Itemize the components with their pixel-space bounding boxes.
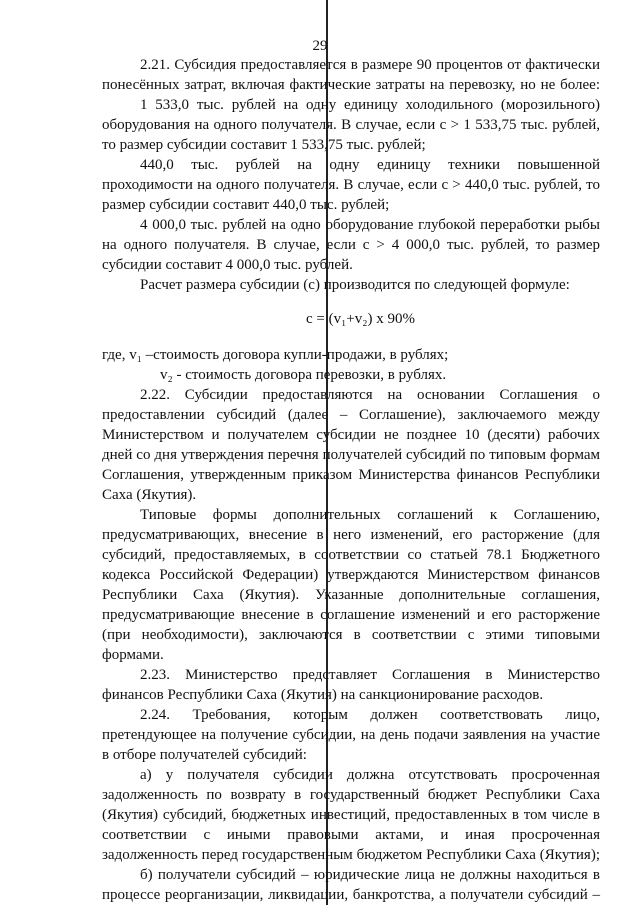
text-line: 2.24. Требования, которым должен соответствовать лицо, [140, 707, 600, 723]
text-line: предусматривающие внесение в соглашение изменений и его расторжение [102, 607, 600, 623]
text-line: процессе реорганизации, ликвидации, банкротства, а получатели субсидий – [102, 887, 600, 903]
text-line: финансов Республики Саха (Якутия) на санкционирование расходов. [102, 687, 544, 703]
text-line: 2.23. Министерство представляет Соглашения в Министерство [140, 667, 600, 683]
text-line: претендующее на получение субсидии, на день подачи заявления на участие [102, 727, 600, 743]
text-line: субсидий, предоставляемых, в соответствии со статьей 78.1 Бюджетного [102, 547, 600, 563]
text-line: Саха (Якутия). [102, 487, 197, 503]
text-line: 2.21. Субсидия предоставляется в размере 90 процентов от фактически [140, 57, 600, 73]
text-line: Министерством и получателем субсидии не позднее 10 (десяти) рабочих [102, 427, 600, 443]
page-number: 29 [312, 38, 328, 54]
text-line: размер субсидии составит 440,0 тыс. рублей; [102, 197, 390, 213]
text-line: 1 533,0 тыс. рублей на одну единицу холодильного (морозильного) [140, 97, 600, 113]
text-line: Соглашения, утвержденным приказом Министерства финансов Республики [102, 467, 600, 483]
text-line: оборудования на одного получателя. В случае, если с > 1 533,75 тыс. рублей, [102, 117, 600, 133]
text-line: соответствии с иными правовыми актами, и иная просроченная [102, 827, 600, 843]
text-line: задолженность по возврату в государственный бюджет Республики Саха [102, 787, 600, 803]
text-line: в отборе получателей субсидий: [102, 747, 307, 763]
text-line: то размер субсидии составит 1 533,75 тыс. рублей; [102, 137, 426, 153]
text-line: (при необходимости), заключаются в соответствии с этими типовыми [102, 627, 600, 643]
text-line: проходимости на одного получателя. В случае, если с > 440,0 тыс. рублей, то [102, 177, 600, 193]
text-line: v₂ - стоимость договора перевозки, в рублях. [160, 367, 447, 383]
text-line: предусматривающих, внесение в него изменений, его расторжение (для [102, 527, 600, 543]
formula-line: с = (v₁+v₂) х 90% [306, 311, 416, 327]
text-line: где, v₁ –стоимость договора купли-продажи, в рублях; [102, 347, 449, 363]
text-line: 4 000,0 тыс. рублей на одно оборудование глубокой переработки рыбы [140, 217, 600, 233]
text-line: предоставлении субсидий (далее – Соглашение), заключаемого между [102, 407, 600, 423]
text-line: задолженность перед государственным бюджетом Республики Саха (Якутия); [102, 847, 600, 863]
text-line: на одного получателя. В случае, если с > 4 000,0 тыс. рублей, то размер [102, 237, 600, 253]
text-line: Республики Саха (Якутия). Указанные дополнительные соглашения, [102, 587, 600, 603]
text-line: дней со дня утверждения перечня получателей субсидий по типовым формам [102, 447, 600, 463]
text-line: формами. [102, 647, 164, 663]
text-line: 2.22. Субсидии предоставляются на основании Соглашения о [140, 387, 600, 403]
text-line: Типовые формы дополнительных соглашений к Соглашению, [140, 507, 600, 523]
text-line: б) получатели субсидий – юридические лица не должны находиться в [140, 867, 600, 883]
text-line: 440,0 тыс. рублей на одну единицу техники повышенной [140, 157, 600, 173]
text-line: кодекса Российской Федерации) утверждаются Министерством финансов [102, 567, 600, 583]
text-line: субсидии составит 4 000,0 тыс. рублей. [102, 257, 353, 273]
text-line: понесённых затрат, включая фактические затраты на перевозку, но не более: [102, 77, 600, 93]
text-line: Расчет размера субсидии (с) производится по следующей формуле: [140, 277, 570, 293]
text-line: а) у получателя субсидии должна отсутствовать просроченная [140, 767, 600, 783]
text-line: (Якутия) субсидий, бюджетных инвестиций, предоставленных в том числе в [102, 807, 600, 823]
